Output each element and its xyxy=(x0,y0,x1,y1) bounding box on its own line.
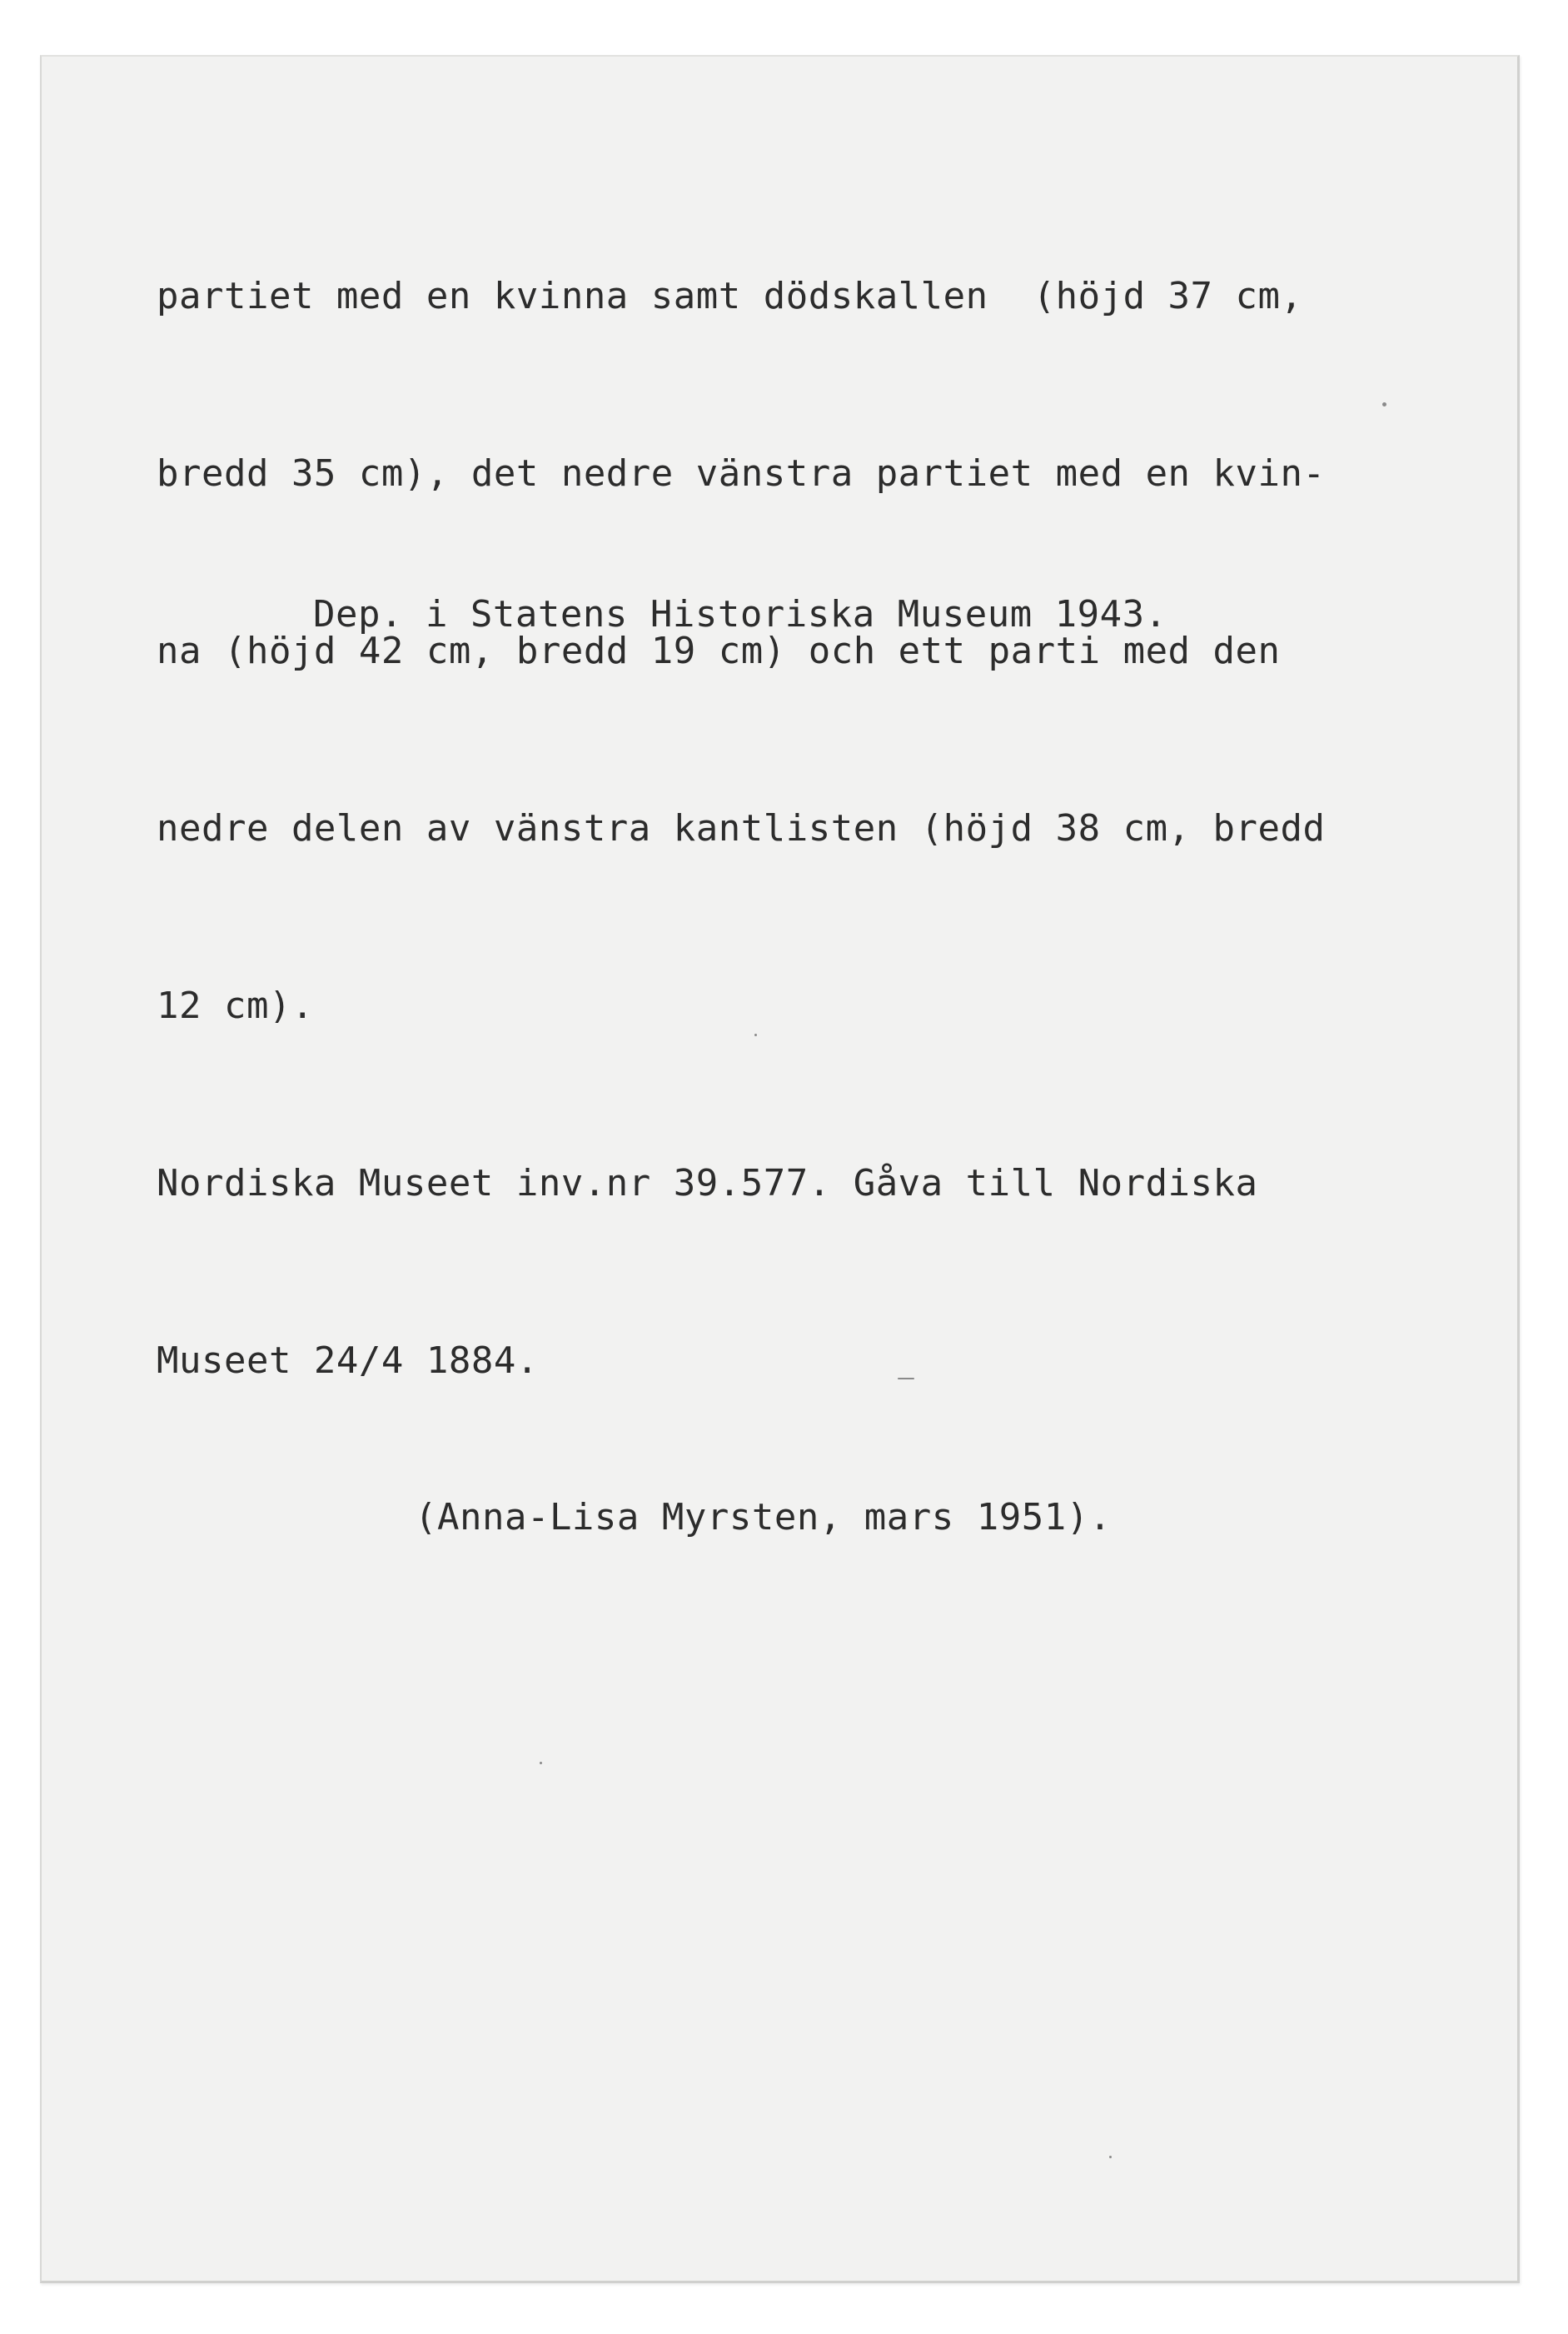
body-text xyxy=(157,148,1326,1509)
document-card xyxy=(40,55,1520,2283)
body-line-3: na (höjd 42 cm, bredd 19 cm) och ett parti med den xyxy=(157,630,1281,672)
body-line-4: nedre delen av vänstra kantlisten (höjd 38 cm, bredd xyxy=(157,807,1326,850)
deposit-line: Dep. i Statens Historiska Museum 1943. xyxy=(313,593,1167,636)
signature-line: (Anna-Lisa Myrsten, mars 1951). xyxy=(415,1496,1112,1539)
paper-speck xyxy=(754,1034,757,1036)
paper-speck xyxy=(1109,2156,1112,2158)
body-line-7: Museet 24/4 1884. xyxy=(157,1339,539,1382)
body-line-6: Nordiska Museet inv.nr 39.577. Gåva till Nordiska xyxy=(157,1162,1258,1204)
paper-speck xyxy=(1382,402,1386,406)
body-line-5: 12 cm). xyxy=(157,985,314,1027)
body-line-2: bredd 35 cm), det nedre vänstra partiet med en kvin- xyxy=(157,452,1326,495)
body-line-1: partiet med en kvinna samt dödskallen (höjd 37 cm, xyxy=(157,275,1303,317)
paper-speck xyxy=(898,1378,914,1379)
paper-speck xyxy=(540,1762,542,1764)
